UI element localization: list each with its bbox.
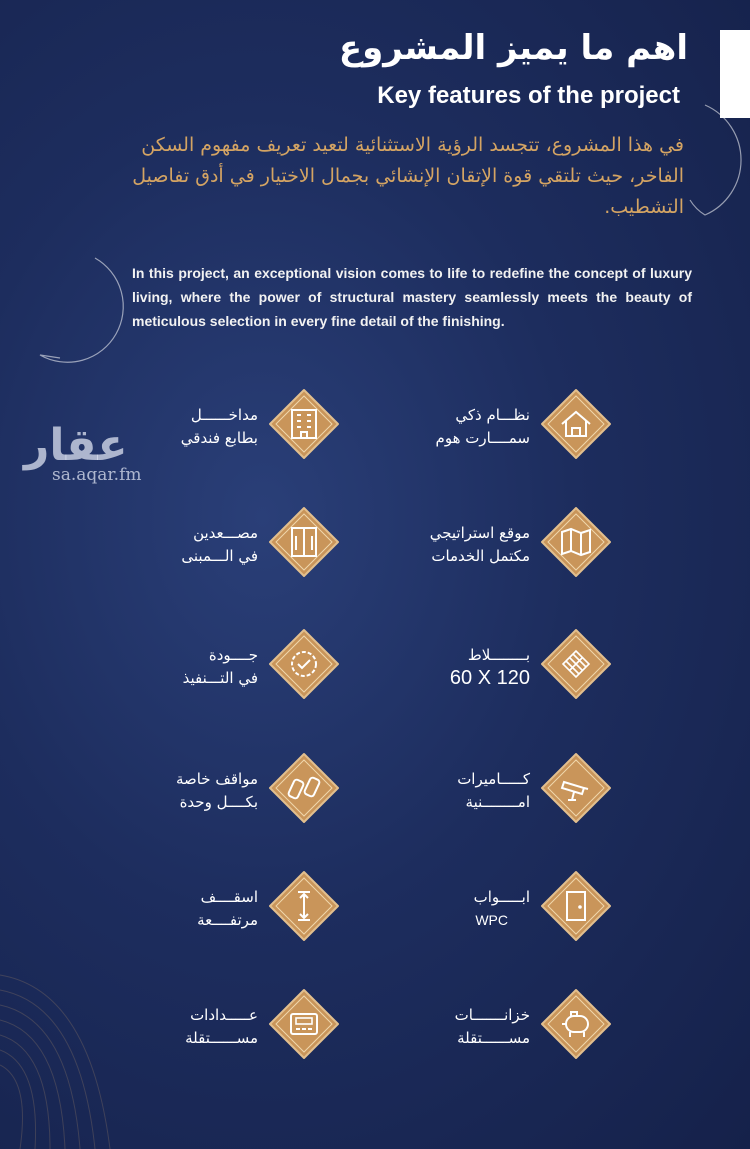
camera-icon xyxy=(540,752,612,824)
feature-title: ابـــــواب xyxy=(473,888,530,906)
water-tank-icon xyxy=(540,988,612,1060)
feature-title: مصـــعدين xyxy=(193,524,258,542)
map-icon xyxy=(540,506,612,578)
feature-ceilings xyxy=(0,870,340,960)
feature-title: عـــــدادات xyxy=(190,1006,258,1024)
feature-elevators xyxy=(0,506,340,596)
feature-quality xyxy=(0,628,340,718)
feature-title: كـــــاميرات xyxy=(457,770,530,788)
feature-title: نظـــام ذكي xyxy=(455,406,530,424)
feature-title: مواقف خاصة xyxy=(175,770,258,788)
feature-subtitle: مكتمل الخدمات xyxy=(431,547,530,565)
feature-title: جــــودة xyxy=(208,646,258,664)
feature-title: خزانـــــــات xyxy=(454,1006,530,1024)
height-arrow-icon xyxy=(268,870,340,942)
feature-meters xyxy=(0,988,340,1078)
feature-title: اسقــــف xyxy=(200,888,258,906)
building-icon xyxy=(268,388,340,460)
feature-subtitle: WPC xyxy=(475,912,508,928)
feature-subtitle: مســــــتقلة xyxy=(185,1029,258,1047)
elevator-icon xyxy=(268,506,340,578)
feature-subtitle: بكــــل وحدة xyxy=(179,793,258,811)
watermark-brand: عقار xyxy=(24,420,128,471)
intro-paragraph-english: In this project, an exceptional vision comes to life to redefine the concept of luxury living, where the power of structural mastery seamlessly meets the beauty of meticulous selection in every fine detail of the finishing. xyxy=(132,265,692,329)
feature-hotel-entrances xyxy=(0,388,340,478)
door-icon xyxy=(540,870,612,942)
house-icon xyxy=(540,388,612,460)
header-accent-bar xyxy=(720,30,750,118)
feature-title: موقع استراتيجي xyxy=(429,524,530,542)
feature-subtitle: بطابع فندقي xyxy=(180,429,258,447)
feature-subtitle: سمــــارت هوم xyxy=(435,429,530,447)
watermark-url: sa.aqar.fm xyxy=(52,465,142,485)
tiles-icon xyxy=(540,628,612,700)
car-icon xyxy=(268,752,340,824)
intro-paragraph-arabic: في هذا المشروع، تتجسد الرؤية الاستثنائية لتعيد تعريف مفهوم السكن الفاخر، حيث تلتقي قوة الإتقان الإنشائي بجمال الاختيار في أدق تفاصيل التشطيب. xyxy=(132,134,684,218)
feature-subtitle: في الـــمبنى xyxy=(181,547,258,565)
feature-subtitle: 60 X 120 xyxy=(449,667,530,689)
quality-seal-icon xyxy=(268,628,340,700)
feature-title: مداخــــــل xyxy=(190,406,258,424)
page-title-english: Key features of the project xyxy=(377,82,680,109)
feature-title: بــــــــلاط xyxy=(467,646,530,664)
meter-icon xyxy=(268,988,340,1060)
page-title-arabic: اهم ما يميز المشروع xyxy=(338,28,688,68)
feature-parking xyxy=(0,752,340,842)
feature-subtitle: امــــــــنية xyxy=(465,793,530,811)
feature-subtitle: مرتفــــعة xyxy=(197,911,258,929)
feature-subtitle: مســــــتقلة xyxy=(457,1029,530,1047)
feature-subtitle: في التـــنفيذ xyxy=(182,669,258,687)
